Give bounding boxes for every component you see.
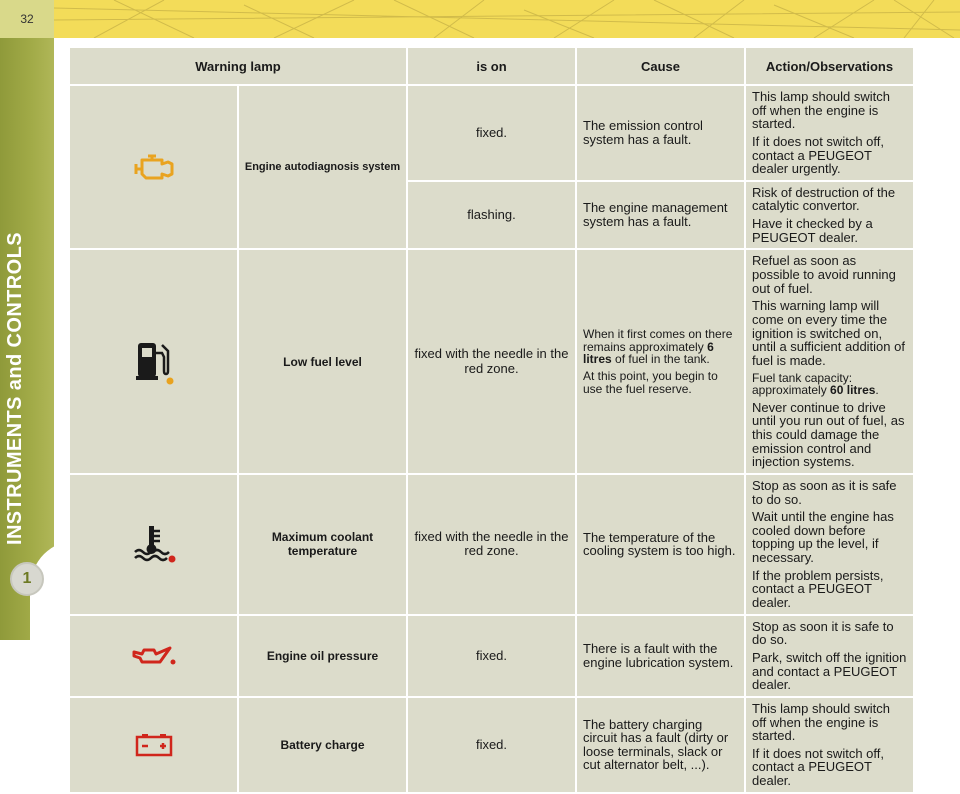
cause-text: [583, 328, 738, 366]
battery-lamp-cell: [70, 698, 237, 792]
cause-text: The emission control system has a fault.: [583, 118, 703, 147]
oil-is-on: [408, 616, 575, 696]
is-on-text: fixed with the needle in the red zone.: [414, 529, 569, 559]
is-on-text: flashing.: [467, 206, 516, 222]
coolant-lamp-cell: [70, 475, 237, 614]
header-is-on: is on: [408, 48, 575, 84]
capacity-end: .: [875, 383, 879, 398]
warning-lamps-table: [68, 46, 915, 794]
table-row: [70, 250, 913, 473]
fuel-action: [746, 250, 913, 473]
reserve-volume: 6 litres: [583, 339, 714, 367]
tank-capacity: 60 litres: [830, 383, 876, 398]
table-row: [70, 698, 913, 792]
action-text: This lamp should switch off when the engine is started.: [752, 89, 890, 132]
action-text: If the problem persists, contact a PEUGEOT dealer.: [752, 567, 884, 611]
action-text: Never continue to drive until you run out of fuel, as this could damage the emission control and injection systems.: [752, 399, 905, 470]
engine-lamp-name: Engine autodiagnosis system: [239, 86, 406, 248]
coolant-cause: [577, 475, 744, 614]
table-row: [70, 616, 913, 696]
fuel-is-on: [408, 250, 575, 473]
action-text: Park, switch off the ignition and contact a PEUGEOT dealer.: [752, 649, 907, 693]
cause-text: The temperature of the cooling system is too high.: [583, 529, 736, 559]
engine-fixed-action: [746, 86, 913, 180]
table-row: [70, 86, 913, 180]
engine-check-icon: [132, 152, 176, 182]
engine-flashing-cause: [577, 182, 744, 249]
header-warning-lamp: Warning lamp: [70, 48, 406, 84]
coolant-action: [746, 475, 913, 614]
oil-lamp-name: Engine oil pressure: [239, 616, 406, 696]
action-text: If it does not switch off, contact a PEUGEOT dealer.: [752, 745, 884, 789]
engine-fixed-cause: [577, 86, 744, 180]
fuel-lamp-cell: [70, 250, 237, 473]
cause-text: At this point, you begin to use the fuel reserve.: [583, 368, 718, 396]
battery-icon: [134, 732, 174, 758]
cause-text-start: When it first comes on there remains approximately: [583, 327, 733, 354]
oil-action: [746, 616, 913, 696]
header-banner: [54, 0, 960, 38]
fuel-pump-icon: [132, 339, 176, 385]
action-text: If it does not switch off, contact a PEUGEOT dealer urgently.: [752, 133, 884, 177]
engine-lamp-cell: [70, 86, 237, 248]
oil-can-icon: [130, 642, 178, 670]
engine-fixed-is-on: [408, 86, 575, 180]
coolant-temperature-icon: [131, 524, 177, 564]
coolant-is-on: [408, 475, 575, 614]
cause-text: There is a fault with the engine lubrication system.: [583, 641, 734, 670]
action-text: Wait until the engine has cooled down before topping up the level, if necessary.: [752, 509, 894, 566]
action-text: Risk of destruction of the catalytic convertor.: [752, 184, 896, 214]
battery-action: [746, 698, 913, 792]
table-row: [70, 475, 913, 614]
cause-text: The battery charging circuit has a fault (dirty or loose terminals, slack or cut alternator belt, ...).: [583, 716, 729, 773]
fuel-lamp-name: Low fuel level: [239, 250, 406, 473]
engine-flashing-action: [746, 182, 913, 249]
battery-cause: [577, 698, 744, 792]
battery-is-on: [408, 698, 575, 792]
chapter-title: INSTRUMENTS and CONTROLS: [4, 232, 26, 545]
header-action: Action/Observations: [746, 48, 913, 84]
oil-cause: [577, 616, 744, 696]
action-text: Stop as soon it is safe to do so.: [752, 618, 894, 648]
engine-flashing-is-on: [408, 182, 575, 249]
fuel-cause: [577, 250, 744, 473]
cause-text-end: of fuel in the tank.: [611, 352, 710, 367]
table-header-row: [70, 48, 913, 84]
chapter-badge: 1: [10, 562, 44, 596]
action-text: This warning lamp will come on every time the ignition is switched on, until a sufficient addition of fuel is made.: [752, 298, 905, 368]
is-on-text: fixed with the needle in the red zone.: [414, 346, 569, 376]
battery-lamp-name: Battery charge: [239, 698, 406, 792]
is-on-text: fixed.: [475, 736, 508, 752]
action-text: Refuel as soon as possible to avoid running out of fuel.: [752, 253, 896, 296]
action-text: This lamp should switch off when the engine is started.: [752, 700, 890, 744]
header-cause: Cause: [577, 48, 744, 84]
oil-lamp-cell: [70, 616, 237, 696]
action-text: Have it checked by a PEUGEOT dealer.: [752, 216, 873, 245]
coolant-lamp-name: Maximum coolant temperature: [239, 475, 406, 614]
banner-pattern: [54, 0, 960, 38]
action-text: [752, 372, 907, 397]
chapter-sidebar: [0, 0, 54, 640]
is-on-text: fixed.: [475, 647, 508, 663]
cause-text: The engine management system has a fault.: [583, 200, 728, 230]
is-on-text: fixed.: [475, 124, 508, 140]
action-text: Stop as soon as it is safe to do so.: [752, 477, 897, 507]
capacity-label: Fuel tank capacity: approximately: [752, 370, 853, 398]
page-number: 32: [0, 0, 54, 38]
